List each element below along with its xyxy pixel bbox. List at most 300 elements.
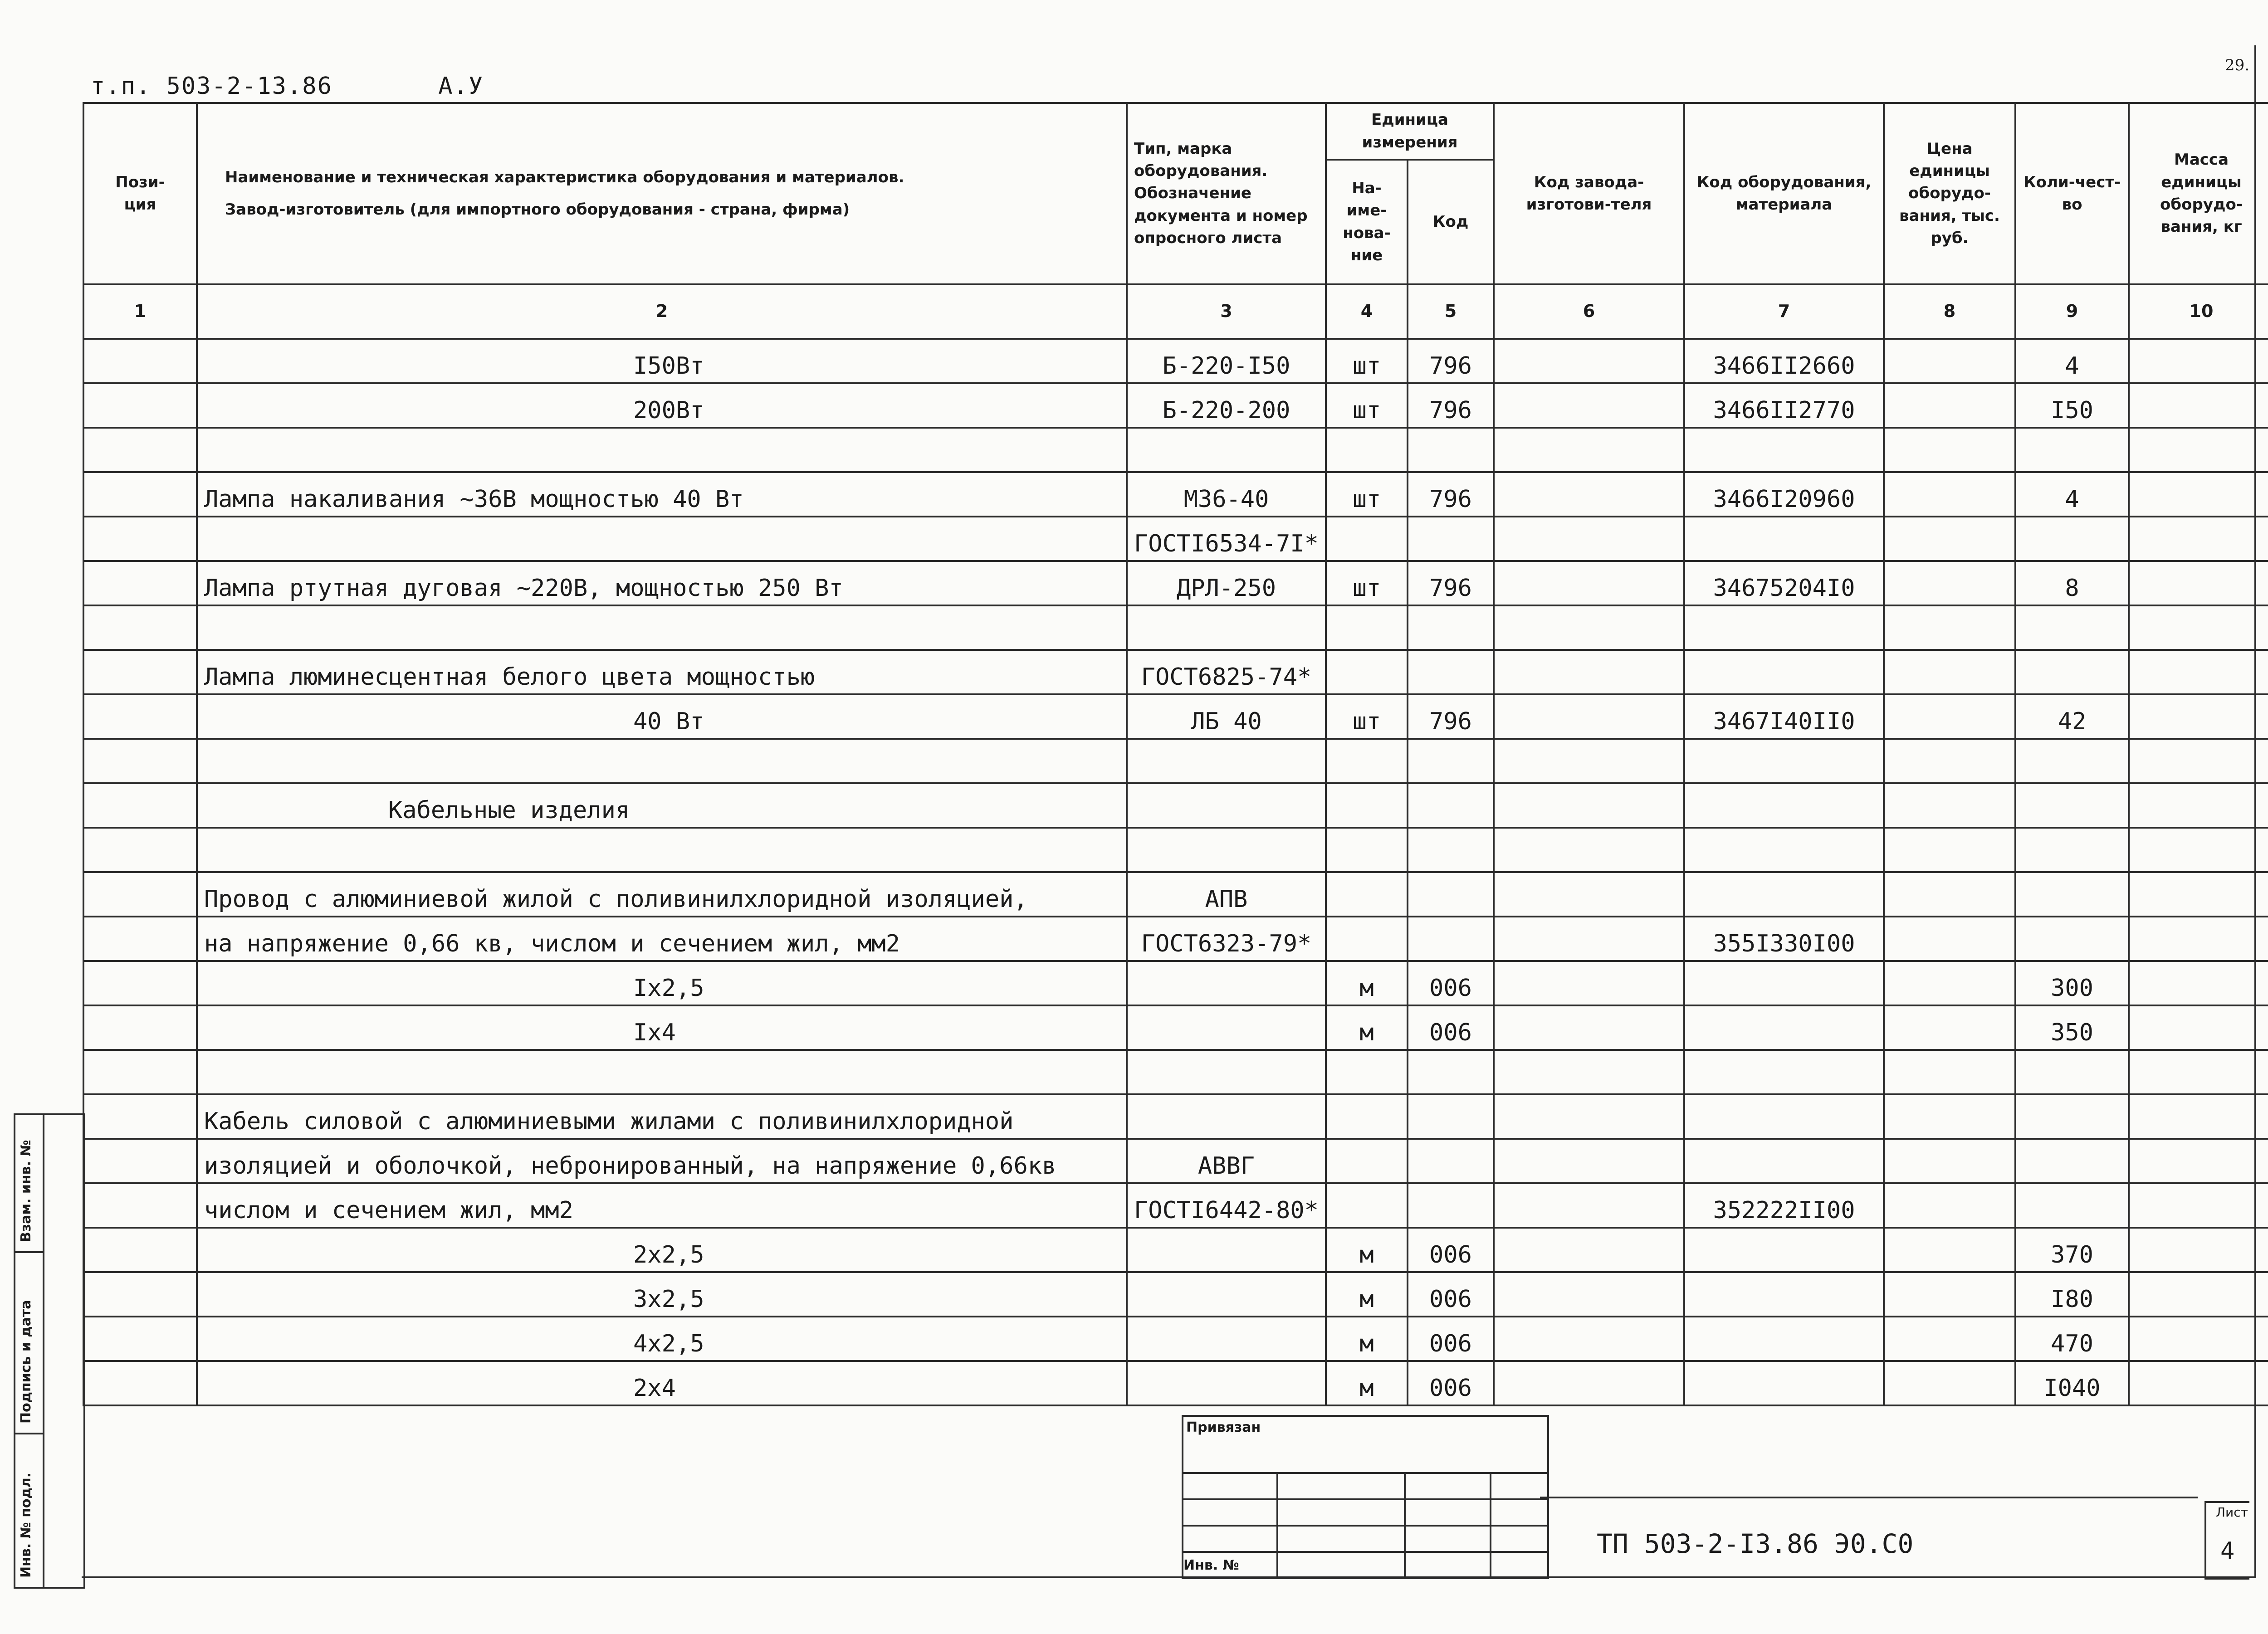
cell-qty [2015,1183,2129,1228]
cell-type: М36-40 [1127,472,1326,517]
cell-qty [2015,1050,2129,1094]
cell-empty [1494,961,1684,1005]
cell-name [197,605,1127,650]
cell-empty [83,1183,197,1228]
cell-equip-code: 34675204I0 [1684,561,1884,605]
cell-name: 200Вт [197,383,1127,428]
cell-qty: 4 [2015,472,2129,517]
cell-empty [1494,383,1684,428]
cell-empty [1884,1228,2015,1272]
cell-qty: 8 [2015,561,2129,605]
cell-empty [83,1005,197,1050]
cell-empty [1494,650,1684,694]
cell-empty [1884,1050,2015,1094]
cell-equip-code [1684,1005,1884,1050]
cell-empty [1494,872,1684,917]
cell-empty [1884,428,2015,472]
cell-name: Кабель силовой с алюминиевыми жилами с поливинилхлоридной [197,1094,1127,1139]
drawing-code: ТП 503-2-I3.86 Э0.С0 [1597,1528,1914,1559]
cell-unit [1326,517,1408,561]
col-number: 6 [1494,284,1684,339]
cell-name: числом и сечением жил, мм2 [197,1183,1127,1228]
cell-qty [2015,517,2129,561]
table-row [83,1317,2268,1361]
cell-empty [83,472,197,517]
col-header-quantity: Коли-чест-во [2015,103,2129,284]
cell-empty [2129,428,2268,472]
cell-empty [1884,739,2015,783]
cell-unit-code [1408,1094,1494,1139]
cell-empty [1884,1317,2015,1361]
col-header-unit: Единица измерения [1326,103,1494,160]
cell-equip-code [1684,605,1884,650]
cell-name: 4х2,5 [197,1317,1127,1361]
section-code: А.У [438,73,484,100]
cell-type: ЛБ 40 [1127,694,1326,739]
cell-equip-code [1684,828,1884,872]
cell-qty: I80 [2015,1272,2129,1317]
table-row [83,1005,2268,1050]
cell-empty [2129,1317,2268,1361]
cell-empty [83,1050,197,1094]
cell-unit: м [1326,1272,1408,1317]
table-row [83,917,2268,961]
cell-qty: 4 [2015,339,2129,383]
cell-empty [83,561,197,605]
cell-qty [2015,828,2129,872]
cell-empty [83,339,197,383]
cell-type [1127,605,1326,650]
attachment-stamp [1182,1415,1549,1579]
cell-unit-code: 006 [1408,1005,1494,1050]
cell-empty [1884,1094,2015,1139]
table-row [83,828,2268,872]
cell-unit-code [1408,917,1494,961]
cell-empty [83,828,197,872]
cell-empty [1494,561,1684,605]
col-header-position: Пози- ция [83,103,197,284]
cell-name: Лампа ртутная дуговая ~220В, мощностью 250 Вт [197,561,1127,605]
cell-unit-code [1408,872,1494,917]
cell-equip-code [1684,1361,1884,1405]
cell-equip-code [1684,517,1884,561]
cell-qty: 370 [2015,1228,2129,1272]
cell-empty [1884,1272,2015,1317]
cell-empty [1494,428,1684,472]
cell-empty [2129,1228,2268,1272]
table-row [83,1050,2268,1094]
col-header-equipment-code: Код оборудования, материала [1684,103,1884,284]
cell-equip-code [1684,1272,1884,1317]
cell-unit [1326,739,1408,783]
cell-name: Кабельные изделия [197,783,1127,828]
cell-empty [1494,517,1684,561]
cell-type: ГОСТ6323-79* [1127,917,1326,961]
cell-qty: 300 [2015,961,2129,1005]
cell-qty [2015,1094,2129,1139]
cell-empty [83,517,197,561]
cell-empty [83,1228,197,1272]
cell-empty [1884,694,2015,739]
cell-name: Iх4 [197,1005,1127,1050]
table-row [83,428,2268,472]
cell-type [1127,1317,1326,1361]
cell-empty [83,383,197,428]
attached-label: Привязан [1183,1416,1548,1473]
cell-empty [83,1139,197,1183]
cell-name [197,739,1127,783]
cell-type [1127,828,1326,872]
cell-unit-code [1408,650,1494,694]
cell-unit-code: 796 [1408,561,1494,605]
cell-empty [83,783,197,828]
cell-unit-code [1408,1050,1494,1094]
cell-unit: шт [1326,383,1408,428]
cell-empty [83,1361,197,1405]
cell-name: 2х2,5 [197,1228,1127,1272]
table-row [83,694,2268,739]
col-number: 5 [1408,284,1494,339]
frame-right [2254,45,2256,1578]
cell-equip-code [1684,1139,1884,1183]
cell-type [1127,1094,1326,1139]
cell-empty [1494,1272,1684,1317]
cell-empty [1884,339,2015,383]
table-row [83,872,2268,917]
page-number: 29. [2225,56,2250,74]
cell-type: Б-220-200 [1127,383,1326,428]
cell-name: Лампа люминесцентная белого цвета мощностью [197,650,1127,694]
cell-type [1127,783,1326,828]
cell-qty: 42 [2015,694,2129,739]
cell-unit-code: 006 [1408,1228,1494,1272]
cell-empty [1884,917,2015,961]
cell-unit [1326,783,1408,828]
cell-name: 3х2,5 [197,1272,1127,1317]
col-header-mass: Масса единицы оборудо-вания, кг [2129,103,2268,284]
col-header-plant-code: Код завода-изготови-теля [1494,103,1684,284]
cell-empty [1494,339,1684,383]
table-row [83,1361,2268,1405]
cell-empty [1884,561,2015,605]
cell-empty [1884,783,2015,828]
cell-unit-code: 006 [1408,961,1494,1005]
col-header-unit-code: Код [1408,160,1494,284]
cell-unit [1326,828,1408,872]
cell-equip-code [1684,783,1884,828]
col-number: 10 [2129,284,2268,339]
cell-unit-code [1408,1183,1494,1228]
col-header-price: Цена единицы оборудо-вания, тыс. руб. [1884,103,2015,284]
cell-equip-code: 355I330I00 [1684,917,1884,961]
cell-type [1127,1228,1326,1272]
cell-name [197,428,1127,472]
cell-empty [1884,872,2015,917]
cell-equip-code: 3466II2770 [1684,383,1884,428]
table-row [83,517,2268,561]
cell-qty: I040 [2015,1361,2129,1405]
cell-empty [2129,1005,2268,1050]
cell-empty [1494,1361,1684,1405]
cell-empty [2129,1272,2268,1317]
table-row [83,339,2268,383]
col-number: 2 [197,284,1127,339]
table-row [83,961,2268,1005]
cell-empty [1494,1228,1684,1272]
cell-type: ГОСТI6534-7I* [1127,517,1326,561]
cell-empty [1884,1139,2015,1183]
cell-empty [2129,783,2268,828]
cell-equip-code [1684,1094,1884,1139]
cell-type: Б-220-I50 [1127,339,1326,383]
cell-empty [2129,517,2268,561]
specification-table [83,102,2268,1406]
cell-empty [1494,472,1684,517]
cell-empty [2129,917,2268,961]
cell-equip-code [1684,961,1884,1005]
cell-empty [1494,1050,1684,1094]
cell-empty [1494,828,1684,872]
col-number: 4 [1326,284,1408,339]
doc-code-text: т.п. 503-2-13.86 [91,73,332,100]
col-header-name [197,103,1127,284]
cell-name: 2х4 [197,1361,1127,1405]
cell-type: ДРЛ-250 [1127,561,1326,605]
table-row [83,650,2268,694]
cell-empty [1494,917,1684,961]
cell-unit-code: 006 [1408,1361,1494,1405]
table-row [83,383,2268,428]
cell-qty [2015,650,2129,694]
cell-name: 40 Вт [197,694,1127,739]
cell-empty [1494,783,1684,828]
cell-empty [1494,1139,1684,1183]
col-header-name-line1: Наименование и техническая характеристика оборудования и материалов. [225,168,904,186]
table-row [83,1183,2268,1228]
cell-equip-code [1684,739,1884,783]
cell-name: изоляцией и оболочкой, небронированный, на напряжение 0,66кв [197,1139,1127,1183]
cell-empty [83,1094,197,1139]
cell-equip-code: 352222II00 [1684,1183,1884,1228]
cell-unit-code: 796 [1408,472,1494,517]
cell-empty [2129,694,2268,739]
cell-qty: 350 [2015,1005,2129,1050]
cell-unit [1326,1050,1408,1094]
cell-qty [2015,872,2129,917]
cell-equip-code [1684,428,1884,472]
cell-empty [1884,472,2015,517]
col-number: 7 [1684,284,1884,339]
table-row [83,1228,2268,1272]
table-row [83,1272,2268,1317]
cell-empty [83,739,197,783]
cell-empty [2129,1139,2268,1183]
frame-bottom [82,1576,2254,1578]
cell-empty [1884,517,2015,561]
cell-empty [1884,605,2015,650]
cell-equip-code: 3467I40II0 [1684,694,1884,739]
cell-unit [1326,605,1408,650]
document-code [91,73,484,100]
col-number: 9 [2015,284,2129,339]
sheet-label: Лист [2216,1505,2248,1520]
cell-name [197,517,1127,561]
cell-unit-code [1408,517,1494,561]
cell-type: АПВ [1127,872,1326,917]
cell-equip-code [1684,1228,1884,1272]
cell-empty [2129,472,2268,517]
cell-type [1127,739,1326,783]
cell-empty [2129,383,2268,428]
cell-name [197,828,1127,872]
cell-unit [1326,917,1408,961]
cell-empty [83,1272,197,1317]
cell-equip-code [1684,1050,1884,1094]
cell-name [197,1050,1127,1094]
cell-empty [2129,605,2268,650]
cell-unit: шт [1326,339,1408,383]
cell-empty [83,605,197,650]
cell-empty [1494,694,1684,739]
cell-unit [1326,428,1408,472]
cell-qty [2015,605,2129,650]
cell-unit: м [1326,1005,1408,1050]
cell-unit: м [1326,1317,1408,1361]
side-label-signature: Подпись и дата [18,1300,34,1424]
cell-qty: I50 [2015,383,2129,428]
col-header-type: Тип, марка оборудования. Обозначение документа и номер опросного листа [1127,103,1326,284]
cell-type [1127,1005,1326,1050]
col-header-unit-name: На-име-нова-ние [1326,160,1408,284]
cell-empty [1884,961,2015,1005]
cell-equip-code: 3466I20960 [1684,472,1884,517]
table-row [83,472,2268,517]
cell-empty [2129,339,2268,383]
col-header-name-line2: Завод-изготовитель (для импортного оборудования - страна, фирма) [225,200,850,219]
cell-unit [1326,650,1408,694]
cell-empty [2129,1183,2268,1228]
cell-empty [83,917,197,961]
cell-unit-code [1408,828,1494,872]
cell-empty [83,961,197,1005]
cell-unit-code: 796 [1408,339,1494,383]
col-number: 1 [83,284,197,339]
cell-unit-code [1408,783,1494,828]
cell-name: на напряжение 0,66 кв, числом и сечением жил, мм2 [197,917,1127,961]
cell-empty [1884,1361,2015,1405]
cell-empty [1494,605,1684,650]
side-label-original: Инв. № подл. [18,1472,34,1578]
cell-unit-code [1408,739,1494,783]
cell-type: ГОСТ6825-74* [1127,650,1326,694]
cell-name: Iх2,5 [197,961,1127,1005]
cell-empty [1494,1183,1684,1228]
sheet-number: 4 [2220,1537,2235,1565]
cell-unit: м [1326,1228,1408,1272]
cell-type [1127,1050,1326,1094]
cell-equip-code [1684,650,1884,694]
cell-unit [1326,1183,1408,1228]
cell-empty [1884,828,2015,872]
cell-qty [2015,783,2129,828]
table-row [83,1139,2268,1183]
cell-type [1127,428,1326,472]
cell-unit: шт [1326,561,1408,605]
table-row [83,739,2268,783]
cell-qty [2015,1139,2129,1183]
cell-empty [1494,739,1684,783]
cell-unit: шт [1326,694,1408,739]
cell-unit-code [1408,605,1494,650]
cell-qty [2015,428,2129,472]
cell-name: Провод с алюминиевой жилой с поливинилхлоридной изоляцией, [197,872,1127,917]
cell-unit-code: 796 [1408,383,1494,428]
cell-empty [2129,650,2268,694]
table-row [83,783,2268,828]
cell-empty [2129,828,2268,872]
table-row [83,605,2268,650]
cell-name: I50Вт [197,339,1127,383]
cell-empty [83,1317,197,1361]
cell-unit-code [1408,428,1494,472]
cell-unit [1326,1139,1408,1183]
cell-empty [1494,1094,1684,1139]
side-label-replace: Взам. инв. № [18,1140,34,1242]
cell-empty [83,872,197,917]
cell-equip-code [1684,1317,1884,1361]
table-row [83,561,2268,605]
cell-unit: шт [1326,472,1408,517]
cell-unit [1326,872,1408,917]
cell-empty [1884,383,2015,428]
cell-type [1127,961,1326,1005]
cell-empty [1884,650,2015,694]
cell-empty [1884,1183,2015,1228]
cell-qty [2015,739,2129,783]
cell-qty [2015,917,2129,961]
cell-unit-code: 796 [1408,694,1494,739]
cell-equip-code [1684,872,1884,917]
cell-name: Лампа накаливания ~36В мощностью 40 Вт [197,472,1127,517]
cell-empty [2129,1361,2268,1405]
cell-type: АВВГ [1127,1139,1326,1183]
cell-empty [1494,1005,1684,1050]
cell-unit-code [1408,1139,1494,1183]
cell-type [1127,1272,1326,1317]
cell-unit [1326,1094,1408,1139]
cell-empty [1494,1317,1684,1361]
cell-empty [1884,1005,2015,1050]
cell-empty [2129,961,2268,1005]
cell-empty [2129,561,2268,605]
cell-type [1127,1361,1326,1405]
inventory-label: Инв. № [1183,1552,1277,1578]
cell-unit: м [1326,1361,1408,1405]
side-approval-strip [14,1113,85,1589]
table-row [83,1094,2268,1139]
cell-empty [83,428,197,472]
cell-empty [83,694,197,739]
cell-type: ГОСТI6442-80* [1127,1183,1326,1228]
cell-qty: 470 [2015,1317,2129,1361]
cell-empty [83,650,197,694]
cell-unit-code: 006 [1408,1272,1494,1317]
cell-empty [2129,739,2268,783]
cell-empty [2129,1094,2268,1139]
cell-unit-code: 006 [1408,1317,1494,1361]
col-number: 8 [1884,284,2015,339]
cell-empty [2129,872,2268,917]
